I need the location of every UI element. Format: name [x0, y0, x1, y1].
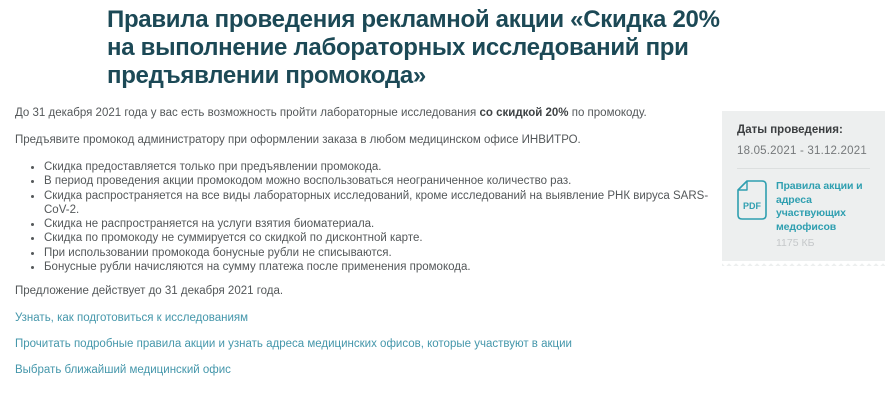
pdf-badge-text: PDF	[743, 201, 761, 211]
full-rules-and-addresses-link[interactable]: Прочитать подробные правила акции и узнать адреса медицинских офисов, которые участвуют в акции	[15, 338, 572, 351]
pdf-document-icon[interactable]	[737, 180, 767, 220]
pdf-rules-link[interactable]: Правила акции и адреса участвующих медофисов	[776, 180, 863, 233]
rule-item: • Бонусные рубли начисляются на сумму платежа после применения промокода.	[43, 260, 713, 274]
choose-nearest-office-link[interactable]: Выбрать ближайший медицинский офис	[15, 364, 231, 377]
pdf-file-size: 1175 КБ	[776, 237, 815, 249]
rule-item: • При использовании промокода бонусные рубли не списываются.	[43, 246, 713, 260]
intro-discount-bold: со скидкой 20%	[479, 107, 569, 119]
dates-heading: Даты проведения:	[737, 124, 843, 136]
page-title: Правила проведения рекламной акции «Скидка 20% на выполнение лабораторных исследований при предъявлении промокода»	[107, 6, 720, 89]
prepare-for-tests-link[interactable]: Узнать, как подготовиться к исследованиям	[15, 312, 249, 325]
present-promocode-paragraph: Предъявите промокод администратору при оформлении заказа в любом медицинском офисе ИНВИТРО.	[15, 134, 581, 146]
rule-item: • Скидка распространяется на все виды лабораторных исследований, кроме исследований на выявление РНК вируса SARS-CoV-2.	[43, 189, 713, 218]
main-content	[15, 106, 713, 389]
rule-item: • Скидка не распространяется на услуги взятия биоматериала.	[43, 217, 713, 231]
intro-paragraph	[15, 106, 713, 120]
validity-paragraph: Предложение действует до 31 декабря 2021 года.	[15, 285, 284, 298]
rule-item: • Скидка предоставляется только при предъявлении промокода.	[43, 160, 713, 174]
promo-dates-panel	[722, 111, 885, 261]
promo-rules-list	[15, 160, 713, 274]
rule-item: • В период проведения акции промокодом можно воспользоваться неограниченное количество раз.	[43, 174, 713, 188]
dates-value: 18.05.2021 - 31.12.2021	[737, 145, 867, 157]
intro-text-before: До 31 декабря 2021 года у вас есть возможность пройти лабораторные исследования	[15, 107, 480, 119]
intro-text-after: по промокоду.	[568, 107, 647, 119]
rule-item: • Скидка по промокоду не суммируется со скидкой по дисконтной карте.	[43, 231, 713, 245]
divider	[737, 168, 870, 169]
pdf-file-info	[776, 180, 870, 249]
pdf-file-row[interactable]	[737, 180, 870, 249]
